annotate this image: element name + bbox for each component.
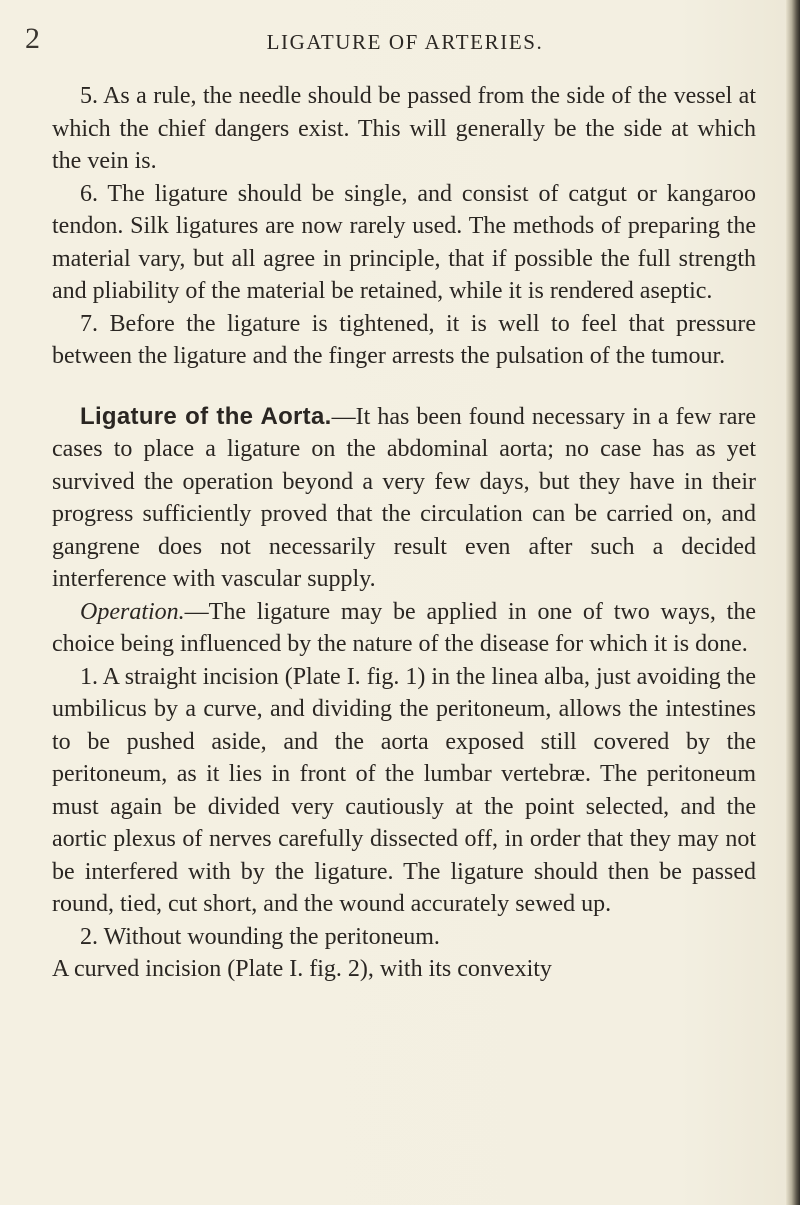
operation-text: —The ligature may be applied in one of two ways, the choice being influenced by the nature of the disease for which it is done. [52, 598, 756, 657]
aorta-paragraph [52, 401, 756, 596]
body-text [52, 80, 756, 986]
step-1: 1. A straight incision (Plate I. fig. 1) in the linea alba, just avoiding the umbilicus by a curve, and dividing the peritoneum, allows the intestines to be pushed aside, and the aorta exposed still covered by the peritoneum, as it lies in front of the lumbar vertebræ. The peritoneum must again be divided very cautiously at the point selected, and the aortic plexus of nerves carefully dissected off, in order that they may not be interfered with by the ligature. The ligature should then be passed round, tied, cut short, and the wound accurately sewed up. [52, 663, 756, 917]
section-heading-aorta: Ligature of the Aorta. [80, 402, 332, 430]
page-edge-shadow [786, 0, 800, 1205]
operation-label: Operation. [80, 598, 185, 625]
paragraph-6: 6. The ligature should be single, and consist of catgut or kangaroo tendon. Silk ligatures are now rarely used. The methods of preparing the material vary, but all agree in principle, that if possible the full strength and pliability of the material be retained, while it is rendered aseptic. [52, 180, 756, 304]
section-gap [52, 373, 756, 401]
paragraph-5: 5. As a rule, the needle should be passed from the side of the vessel at which the chief dangers exist. This will generally be the side at which the vein is. [52, 83, 756, 174]
paragraph-7: 7. Before the ligature is tightened, it is well to feel that pressure between the ligature and the finger arrests the pulsation of the tumour. [52, 310, 756, 369]
step-2-text: A curved incision (Plate I. fig. 2), with its convexity [52, 956, 552, 982]
step-2-heading: 2. Without wounding the peritoneum. [80, 923, 440, 950]
running-title: LIGATURE OF ARTERIES. [266, 30, 544, 54]
running-head [0, 22, 780, 58]
operation-paragraph [52, 596, 756, 661]
aorta-text: —It has been found necessary in a few rare cases to place a ligature on the abdominal aorta; no case has as yet survived the operation beyond a very few days, but they have in their progress sufficiently proved that the circulation can be carried on, and gangrene does not necessarily result even after such a decided interference with vascular supply. [52, 403, 756, 592]
page-number: 2 [25, 22, 40, 55]
